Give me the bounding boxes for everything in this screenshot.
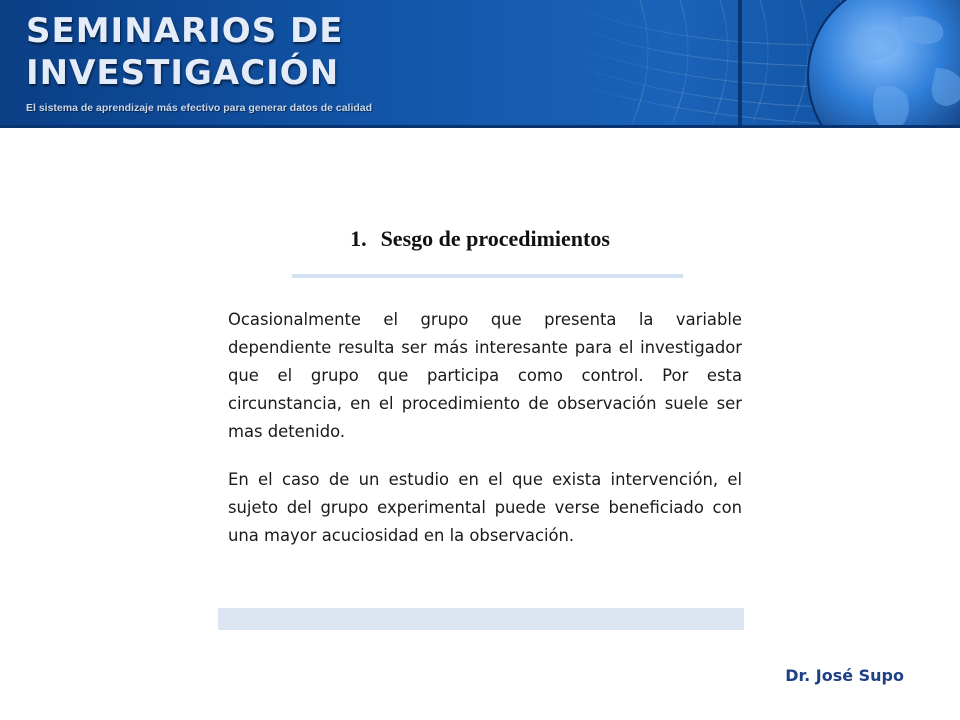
section-heading — [0, 226, 960, 252]
paragraph: Ocasionalmente el grupo que presenta la variable dependiente resulta ser más interesante para el investigador que el grupo que participa como control. Por esta circunstancia, en el procedimiento de observación suele ser mas detenido. — [228, 310, 742, 441]
header-banner — [0, 0, 960, 128]
author-name: Dr. José Supo — [785, 666, 904, 685]
heading-divider — [292, 274, 683, 278]
footer-bar — [218, 608, 744, 630]
banner-subtitle: El sistema de aprendizaje más efectivo para generar datos de calidad — [26, 102, 373, 114]
banner-title — [26, 10, 343, 94]
banner-title-line1: SEMINARIOS DE — [26, 11, 344, 51]
banner-title-line2: INVESTIGACIÓN — [26, 53, 340, 93]
globe-icon — [806, 0, 960, 128]
section-number: 1. — [350, 226, 367, 251]
paragraph: En el caso de un estudio en el que exista intervención, el sujeto del grupo experimental puede verse beneficiado con una mayor acuciosidad en la observación. — [228, 470, 742, 545]
section-title: Sesgo de procedimientos — [380, 226, 610, 251]
body-text — [228, 306, 742, 570]
